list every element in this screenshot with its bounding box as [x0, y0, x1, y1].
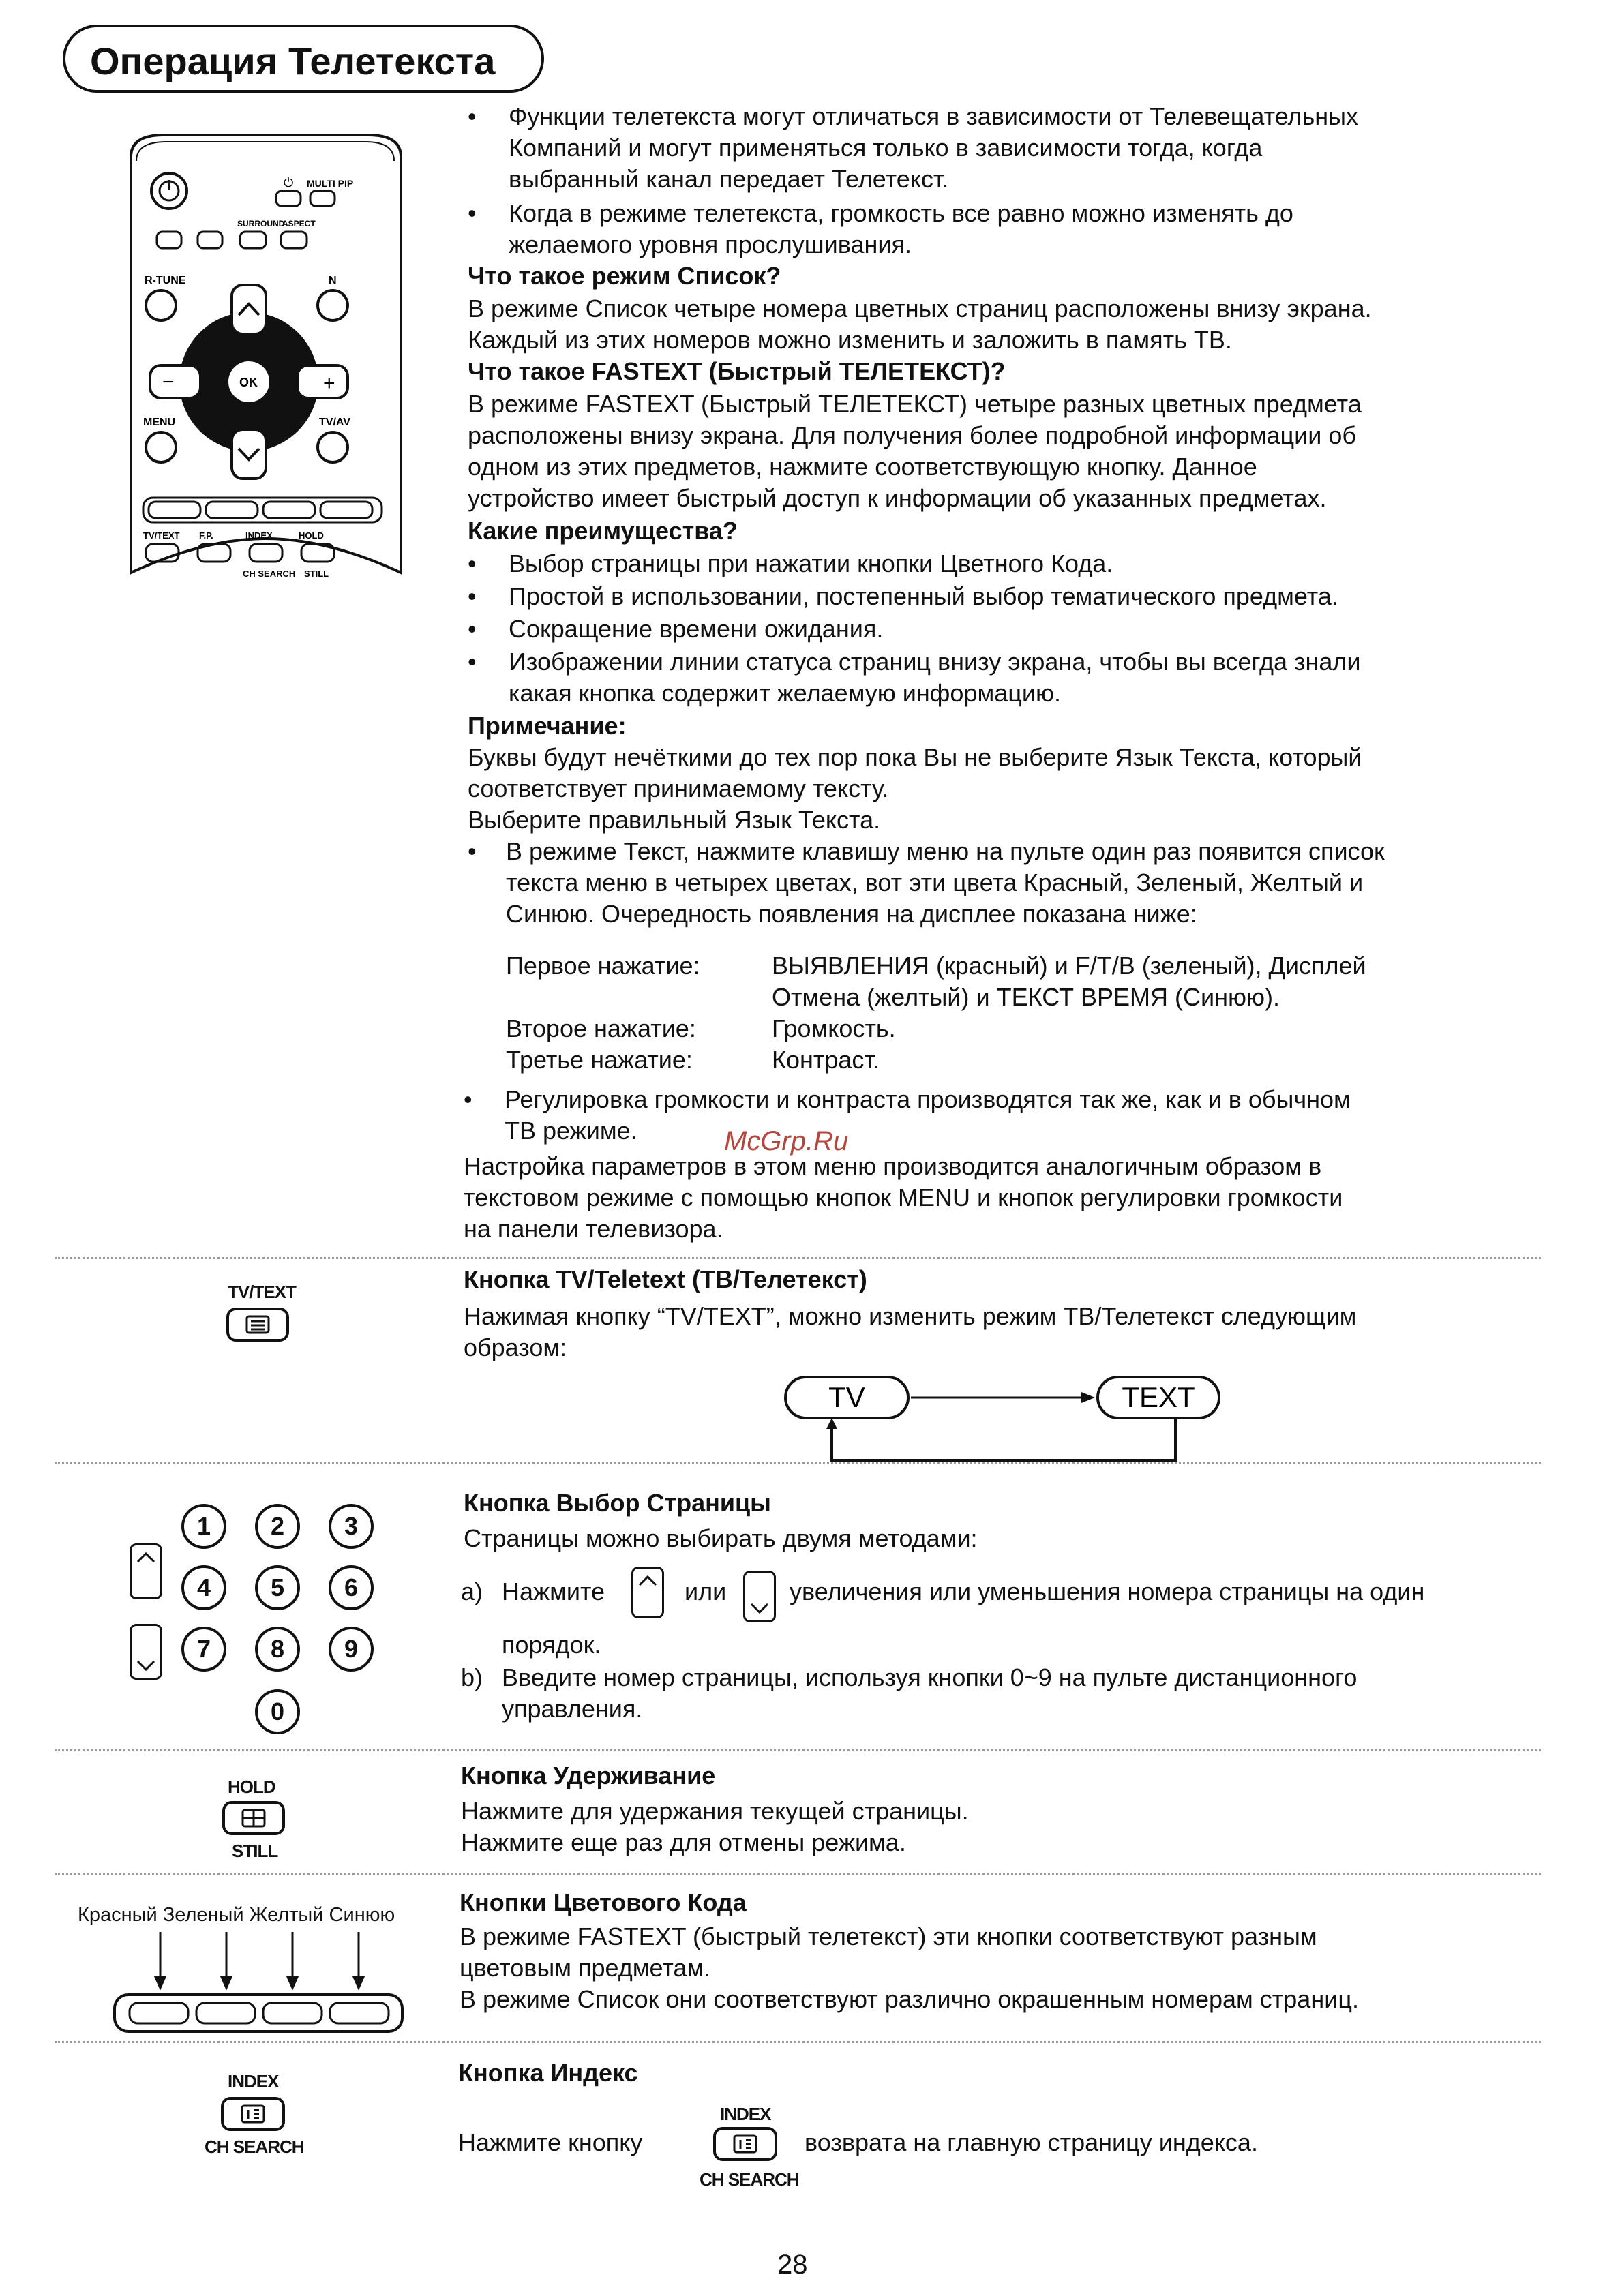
hold-icon-label: HOLD [228, 1777, 275, 1797]
color-line-1: В режиме FASTEXT (быстрый телетекст) эти кнопки соответствуют разным [460, 1922, 1317, 1950]
digit-button-5: 5 [255, 1565, 300, 1610]
digit-button-6: 6 [329, 1565, 374, 1610]
remote-control-illustration [123, 130, 409, 600]
list-mode-line-2: Каждый из этих номеров можно изменить и заложить в память ТВ. [468, 326, 1232, 354]
page-up-icon [631, 1567, 664, 1618]
chsearch-inline-label: CH SEARCH [700, 2169, 799, 2190]
note-line-2: соответствует принимаемому тексту. [468, 774, 889, 802]
advantage-3: Сокращение времени ожидания. [509, 615, 884, 643]
digit-button-2: 2 [255, 1504, 300, 1549]
color-heading: Кнопки Цветового Кода [460, 1888, 747, 1916]
intro-1-line-3: выбранный канал передает Телетекст. [509, 165, 949, 193]
index-inline-label: INDEX [720, 2104, 771, 2124]
color-label-blue: Синюю [329, 1904, 395, 1926]
list-mode-line-1: В режиме Список четыре номера цветных страниц расположены внизу экрана. [468, 294, 1372, 322]
intro-1-line-1: Функции телетекста могут отличаться в зависимости от Телевещательных [509, 102, 1359, 130]
chsearch-label: CH SEARCH [243, 569, 296, 579]
n-label: N [329, 275, 337, 286]
color-line-3: В режиме Список они соответствуют различно окрашенным номерам страниц. [460, 1985, 1359, 2013]
note-line-3: Выберите правильный Язык Текста. [468, 806, 881, 834]
diagram-text-label: TEXT [1122, 1381, 1195, 1413]
hold-label: HOLD [299, 530, 324, 541]
advantage-4-line-2: какая кнопка содержит желаемую информацию. [509, 679, 1061, 707]
page-title: Операция Телетекста [90, 40, 496, 82]
minus-label: − [162, 371, 175, 393]
watermark: McGrp.Ru [724, 1126, 849, 1156]
intro-2-line-1: Когда в режиме телетекста, громкость все равно можно изменять до [509, 199, 1293, 227]
digit-button-4: 4 [181, 1565, 226, 1610]
bullet-icon: • [468, 102, 477, 130]
hold-line-2: Нажмите еще раз для отмены режима. [461, 1828, 906, 1856]
color-line-2: цветовым предметам. [460, 1954, 711, 1982]
tvtext-line-1: Нажимая кнопку “TV/TEXT”, можно изменить режим ТВ/Телетекст следующим [464, 1302, 1357, 1330]
digit-button-7: 7 [181, 1627, 226, 1672]
digit-button-0: 0 [255, 1689, 300, 1734]
note-bullet2-line-1: Регулировка громкости и контраста производятся так же, как и в обычном [505, 1085, 1351, 1113]
page-down-icon [130, 1624, 162, 1680]
tvtext-line-2: образом: [464, 1333, 567, 1361]
page-title-box [63, 25, 544, 93]
bullet-icon: • [468, 199, 477, 227]
intro-1-line-2: Компаний и могут применяться только в зависимости тогда, когда [509, 134, 1263, 162]
color-buttons-illustration [109, 1929, 409, 2038]
advantage-2: Простой в использовании, постепенный выбор тематического предмета. [509, 582, 1338, 610]
fastext-line-2: расположены внизу экрана. Для получения более подробной информации об [468, 421, 1357, 449]
press-3-label: Третье нажатие: [506, 1046, 693, 1074]
method-b-line-2: управления. [502, 1695, 643, 1723]
advantage-4-line-1: Изображении линии статуса страниц внизу экрана, чтобы вы всегда знали [509, 648, 1361, 676]
aspect-label: ASPECT [282, 219, 316, 228]
plus-label: + [323, 372, 335, 395]
bullet-icon: • [468, 837, 477, 865]
note-bullet1-line-1: В режиме Текст, нажмите клавишу меню на пульте один раз появится список [506, 837, 1385, 865]
surround-label: SURROUND [237, 219, 285, 228]
intro-2-line-2: желаемого уровня прослушивания. [509, 230, 912, 258]
color-label-yellow: Желтый [249, 1904, 324, 1926]
index-press: Нажмите кнопку [458, 2128, 643, 2156]
note-tail-line-2: текстовом режиме с помощью кнопок MENU и кнопок регулировки громкости [464, 1183, 1343, 1211]
chsearch-icon-label: CH SEARCH [205, 2136, 304, 2157]
index-icon-label: INDEX [228, 2071, 279, 2091]
index-button-icon [713, 2127, 777, 2161]
divider [55, 1749, 1541, 1751]
bullet-icon: • [468, 615, 477, 643]
bullet-icon: • [468, 549, 477, 577]
page-up-icon [130, 1543, 162, 1599]
tvav-label: TV/AV [319, 417, 350, 428]
color-label-red: Красный [78, 1904, 158, 1926]
digit-button-1: 1 [181, 1504, 226, 1549]
method-b-line-1: Введите номер страницы, используя кнопки 0~9 на пульте дистанционного [502, 1663, 1358, 1691]
hold-heading: Кнопка Удерживание [461, 1762, 716, 1789]
note-bullet2-line-2: ТВ режиме. [505, 1117, 638, 1145]
method-a-or: или [685, 1577, 727, 1605]
tvtext-button-icon [226, 1308, 289, 1342]
index-label: INDEX [245, 530, 273, 541]
press-2-line-1: Громкость. [772, 1014, 896, 1042]
index-rest: возврата на главную страницу индекса. [805, 2128, 1258, 2156]
digit-button-8: 8 [255, 1627, 300, 1672]
svg-text:⏻: ⏻ [284, 176, 294, 190]
note-heading: Примечание: [468, 712, 627, 740]
fastext-line-3: одном из этих предметов, нажмите соответствующую кнопку. Данное [468, 453, 1257, 481]
fastext-line-1: В режиме FASTEXT (Быстрый ТЕЛЕТЕКСТ) четыре разных цветных предмета [468, 390, 1362, 418]
method-a-cont: порядок. [502, 1631, 601, 1659]
method-b-marker: b) [461, 1663, 483, 1691]
hold-line-1: Нажмите для удержания текущей страницы. [461, 1797, 969, 1825]
divider [55, 2041, 1541, 2043]
rtune-label: R-TUNE [145, 275, 186, 286]
hold-button-icon [222, 1801, 285, 1835]
tvtext-heading: Кнопка TV/Teletext (ТВ/Телетекст) [464, 1265, 867, 1293]
still-label: STILL [304, 569, 329, 579]
note-line-1: Буквы будут нечёткими до тех пор пока Вы не выберите Язык Текста, который [468, 743, 1362, 771]
tvtext-label: TV/TEXT [143, 530, 180, 541]
index-heading: Кнопка Индекс [458, 2059, 638, 2087]
note-bullet1-line-2: текста меню в четырех цветах, вот эти цвета Красный, Зеленый, Желтый и [506, 868, 1364, 896]
method-a-rest: увеличения или уменьшения номера страницы на один [790, 1577, 1425, 1605]
page-select-intro: Страницы можно выбирать двумя методами: [464, 1524, 978, 1552]
page-select-heading: Кнопка Выбор Страницы [464, 1489, 771, 1517]
page-number: 28 [777, 2250, 808, 2280]
press-2-label: Второе нажатие: [506, 1014, 696, 1042]
bullet-icon: • [468, 582, 477, 610]
ok-label: OK [239, 376, 258, 389]
press-1-line-1: ВЫЯВЛЕНИЯ (красный) и F/T/B (зеленый), Дисплей [772, 952, 1366, 980]
page-down-icon [743, 1571, 776, 1622]
bullet-icon: • [464, 1085, 472, 1113]
menu-label: MENU [143, 417, 176, 428]
method-a-marker: a) [461, 1577, 483, 1605]
color-labels [78, 1903, 395, 1927]
fp-label: F.P. [199, 530, 213, 541]
divider [55, 1873, 1541, 1875]
note-tail-line-3: на панели телевизора. [464, 1215, 723, 1243]
advantage-1: Выбор страницы при нажатии кнопки Цветного Кода. [509, 549, 1113, 577]
fastext-line-4: устройство имеет быстрый доступ к информации об указанных предметах. [468, 484, 1327, 512]
digit-button-3: 3 [329, 1504, 374, 1549]
list-mode-heading: Что такое режим Список? [468, 262, 781, 290]
press-1-label: Первое нажатие: [506, 952, 700, 980]
note-bullet1-line-3: Синюю. Очередность появления на дисплее показана ниже: [506, 900, 1197, 928]
press-1-line-2: Отмена (желтый) и ТЕКСТ ВРЕМЯ (Синюю). [772, 983, 1280, 1011]
multipip-label: MULTI PIP [307, 178, 354, 189]
note-tail-line-1: Настройка параметров в этом меню производится аналогичным образом в [464, 1152, 1322, 1180]
index-button-icon [221, 2097, 285, 2131]
bullet-icon: • [468, 648, 477, 676]
divider [55, 1257, 1541, 1259]
advantages-heading: Какие преимущества? [468, 517, 738, 545]
fastext-heading: Что такое FASTEXT (Быстрый ТЕЛЕТЕКСТ)? [468, 357, 1006, 385]
still-icon-label: STILL [232, 1841, 278, 1861]
tvtext-icon-label: TV/TEXT [228, 1282, 296, 1302]
press-3-line-1: Контраст. [772, 1046, 880, 1074]
tv-text-toggle-diagram [777, 1372, 1227, 1467]
diagram-tv-label: TV [828, 1381, 865, 1413]
digit-button-9: 9 [329, 1627, 374, 1672]
method-a-press: Нажмите [502, 1577, 605, 1605]
divider [55, 1462, 1541, 1464]
color-label-green: Зеленый [162, 1904, 244, 1926]
